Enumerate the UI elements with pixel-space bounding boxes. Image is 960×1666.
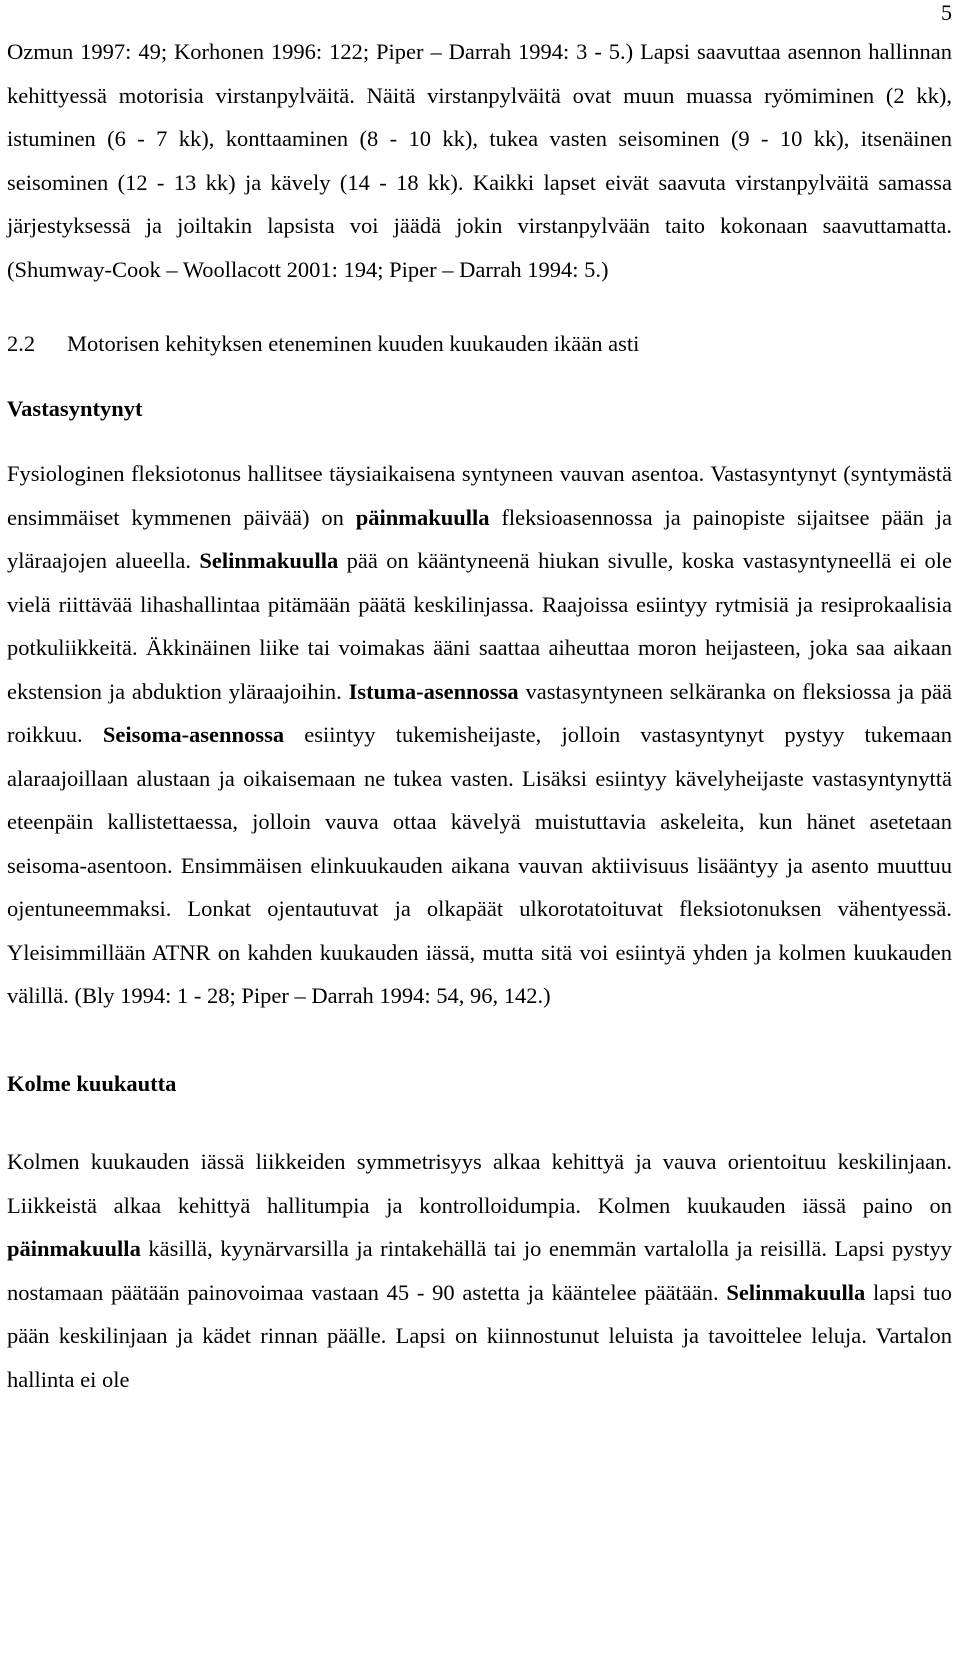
text-run: esiintyy tukemisheijaste, jolloin vastasyntynyt pystyy tukemaan alaraajoillaan alustaan ja oikaisemaan ne tukea vasten. Lisäksi esiintyy kävelyheijaste vastasyntynyttä eteenpäin kallistettaessa, jolloin vauva ottaa kävelyä muistuttavia askeleita, kun hänet asetetaan seisoma-asentoon. Ensimmäisen elinkuukauden aikana vauvan aktiivisuus lisääntyy ja asento muuttuu ojentuneemmaksi. Lonkat ojentautuvat ja olkapäät ulkorotatoituvat fleksiotonuksen vähentyessä. Yleisimmillään ATNR on kahden kuukauden iässä, mutta sitä voi esiintyä yhden ja kolmen kuukauden välillä. (Bly 1994: 1 - 28; Piper – Darrah 1994: 54, 96, 142.) <box>7 722 952 1008</box>
text-run: Kolmen kuukauden iässä liikkeiden symmetrisyys alkaa kehittyä ja vauva orientoituu keskilinjaan. Liikkeistä alkaa kehittyä hallitumpia ja kontrolloidumpia. Kolmen kuukauden iässä paino on <box>7 1149 952 1218</box>
newborn-paragraph <box>7 452 952 1018</box>
section-number: 2.2 <box>7 331 36 356</box>
text-run: fleksioasennossa ja painopiste sijaitsee pään ja yläraajojen alueella. <box>7 504 952 573</box>
text-run: Fysiologinen fleksiotonus hallitsee täysiaikaisena syntyneen vauvan asentoa. Vastasyntynyt (syntymästä ensimmäiset kymmenen päivää) on <box>7 461 952 530</box>
bold-term: Istuma-asennossa <box>348 678 519 704</box>
text-run: käsillä, kyynärvarsilla ja rintakehällä tai jo enemmän vartalolla ja reisillä. Lapsi pystyy nostamaan päätään painovoimaa vastaan 45 - 90 astetta ja kääntelee päätään. <box>7 1236 952 1305</box>
bold-term: Seisoma-asennossa <box>102 722 285 747</box>
intro-paragraph: Ozmun 1997: 49; Korhonen 1996: 122; Piper – Darrah 1994: 3 - 5.) Lapsi saavuttaa asennon hallinnan kehittyessä motorisia virstanpylväitä. Näitä virstanpylväitä ovat muun muassa ryömiminen (2 kk), istuminen (6 - 7 kk), konttaaminen (8 - 10 kk), tukea vasten seisominen (9 - 10 kk), itsenäinen seisominen (12 - 13 kk) ja kävely (14 - 18 kk). Kaikki lapset eivät saavuta virstanpylväitä samassa järjestyksessä ja joiltakin lapsista voi jäädä jokin virstanpylvään taito kokonaan saavuttamatta. (Shumway-Cook – Woollacott 2001: 194; Piper – Darrah 1994: 5.) <box>7 39 952 282</box>
text-run: vastasyntyneen selkäranka on fleksiossa ja pää roikkuu. <box>7 678 953 747</box>
document-body <box>7 30 952 1401</box>
bold-term: Selinmakuulla <box>199 548 339 573</box>
section-heading <box>7 322 952 366</box>
bold-term: Selinmakuulla <box>726 1279 866 1305</box>
page-number: 5 <box>941 0 952 25</box>
three-months-paragraph <box>7 1140 952 1401</box>
text-run: pää on kääntyneenä hiukan sivulle, koska vastasyntyneellä ei ole vielä riittävää lihashallintaa pitämään päätä keskilinjassa. Raajoissa esiintyy rytmisiä ja resiprokaalisia potkuliikkeitä. Äkkinäinen liike tai voimakas ääni saattaa aiheuttaa moron heijasteen, joka saa aikaan ekstension ja abduktion yläraajoihin. <box>7 548 952 704</box>
subsection-heading-newborn: Vastasyntynyt <box>7 395 143 421</box>
subsection-heading-three-months: Kolme kuukautta <box>7 1070 177 1096</box>
bold-term: päinmakuulla <box>355 504 490 530</box>
text-run: lapsi tuo pään keskilinjaan ja kädet rinnan päälle. Lapsi on kiinnostunut leluista ja tavoittelee leluja. Vartalon hallinta ei ole <box>7 1279 952 1392</box>
section-title: Motorisen kehityksen eteneminen kuuden kuukauden ikään asti <box>67 331 640 356</box>
bold-term: päinmakuulla <box>7 1236 141 1261</box>
